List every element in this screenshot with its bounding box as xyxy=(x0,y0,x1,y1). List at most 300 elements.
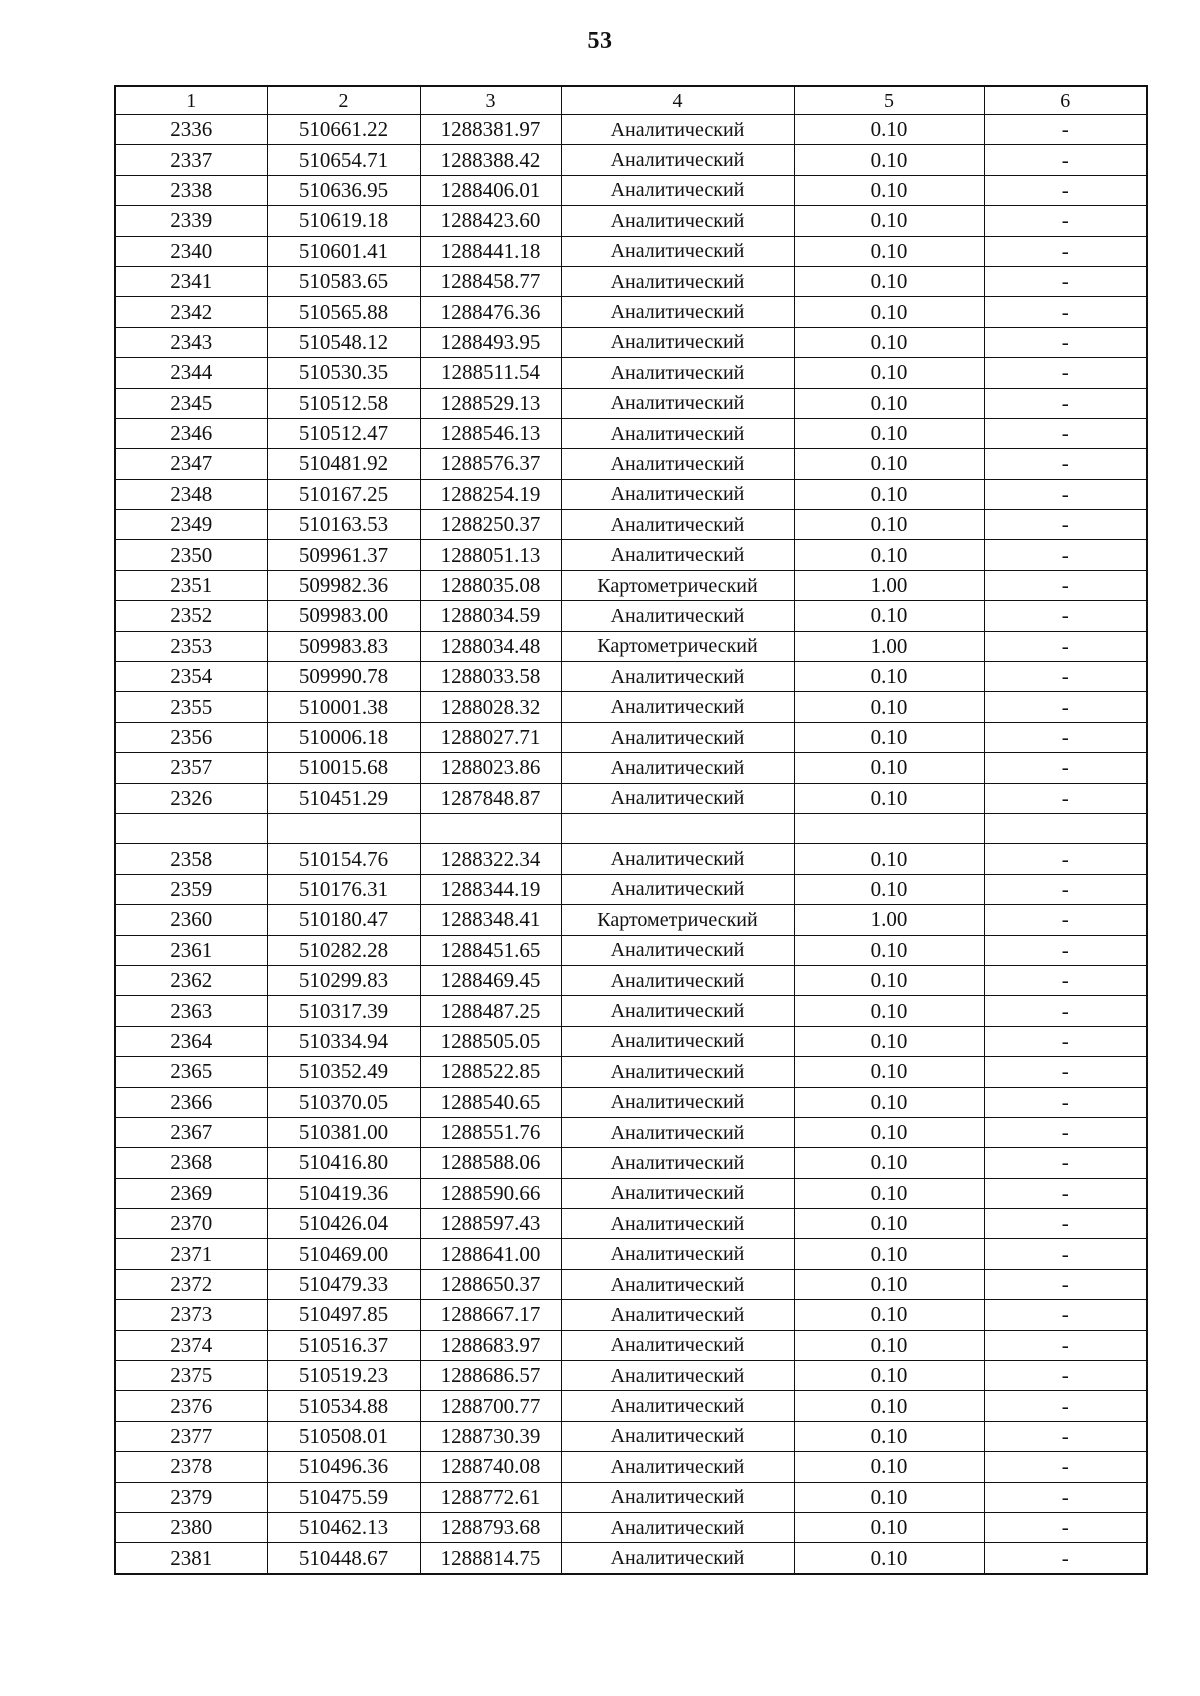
y-coordinate-cell xyxy=(420,813,561,843)
y-coordinate-cell: 1288348.41 xyxy=(420,905,561,935)
accuracy-cell: 0.10 xyxy=(794,449,984,479)
x-coordinate-cell: 510451.29 xyxy=(267,783,420,813)
y-coordinate-cell: 1288451.65 xyxy=(420,935,561,965)
method-cell: Аналитический xyxy=(561,1330,794,1360)
accuracy-cell: 0.10 xyxy=(794,1209,984,1239)
method-cell: Аналитический xyxy=(561,297,794,327)
method-cell: Аналитический xyxy=(561,1482,794,1512)
method-cell: Картометрический xyxy=(561,905,794,935)
accuracy-cell: 0.10 xyxy=(794,1543,984,1574)
accuracy-cell: 0.10 xyxy=(794,297,984,327)
method-cell: Аналитический xyxy=(561,996,794,1026)
description-cell: - xyxy=(984,1421,1147,1451)
page-number: 53 xyxy=(587,28,613,54)
table-row xyxy=(115,297,1147,327)
x-coordinate-cell: 510015.68 xyxy=(267,753,420,783)
x-coordinate-cell: 510001.38 xyxy=(267,692,420,722)
table-row xyxy=(115,1148,1147,1178)
y-coordinate-cell: 1288793.68 xyxy=(420,1512,561,1542)
description-cell: - xyxy=(984,1330,1147,1360)
point-number-cell: 2355 xyxy=(115,692,267,722)
accuracy-cell: 0.10 xyxy=(794,1057,984,1087)
x-coordinate-cell: 510299.83 xyxy=(267,965,420,995)
accuracy-cell: 0.10 xyxy=(794,662,984,692)
x-coordinate-cell: 510282.28 xyxy=(267,935,420,965)
method-cell: Аналитический xyxy=(561,1026,794,1056)
column-header: 1 xyxy=(115,86,267,115)
y-coordinate-cell: 1288028.32 xyxy=(420,692,561,722)
x-coordinate-cell: 510352.49 xyxy=(267,1057,420,1087)
y-coordinate-cell: 1288588.06 xyxy=(420,1148,561,1178)
point-number-cell: 2372 xyxy=(115,1269,267,1299)
description-cell: - xyxy=(984,1117,1147,1147)
method-cell: Аналитический xyxy=(561,327,794,357)
method-cell: Аналитический xyxy=(561,388,794,418)
table-body xyxy=(115,86,1147,1574)
method-cell: Аналитический xyxy=(561,692,794,722)
description-cell: - xyxy=(984,844,1147,874)
column-header: 5 xyxy=(794,86,984,115)
x-coordinate-cell: 510180.47 xyxy=(267,905,420,935)
method-cell: Аналитический xyxy=(561,1239,794,1269)
point-number-cell: 2373 xyxy=(115,1300,267,1330)
description-cell: - xyxy=(984,1512,1147,1542)
x-coordinate-cell: 510448.67 xyxy=(267,1543,420,1574)
point-number-cell: 2339 xyxy=(115,206,267,236)
table-row xyxy=(115,874,1147,904)
point-number-cell: 2358 xyxy=(115,844,267,874)
column-header: 2 xyxy=(267,86,420,115)
method-cell: Картометрический xyxy=(561,631,794,661)
description-cell: - xyxy=(984,662,1147,692)
accuracy-cell: 0.10 xyxy=(794,266,984,296)
description-cell: - xyxy=(984,1209,1147,1239)
point-number-cell: 2338 xyxy=(115,175,267,205)
x-coordinate-cell: 510512.58 xyxy=(267,388,420,418)
x-coordinate-cell: 510479.33 xyxy=(267,1269,420,1299)
table-row xyxy=(115,1330,1147,1360)
y-coordinate-cell: 1288033.58 xyxy=(420,662,561,692)
accuracy-cell: 0.10 xyxy=(794,236,984,266)
accuracy-cell: 0.10 xyxy=(794,996,984,1026)
x-coordinate-cell: 510176.31 xyxy=(267,874,420,904)
accuracy-cell xyxy=(794,813,984,843)
accuracy-cell: 0.10 xyxy=(794,753,984,783)
x-coordinate-cell: 510534.88 xyxy=(267,1391,420,1421)
table-row xyxy=(115,327,1147,357)
x-coordinate-cell xyxy=(267,813,420,843)
accuracy-cell: 0.10 xyxy=(794,1330,984,1360)
table-row xyxy=(115,510,1147,540)
y-coordinate-cell: 1288388.42 xyxy=(420,145,561,175)
table-row xyxy=(115,206,1147,236)
accuracy-cell: 0.10 xyxy=(794,115,984,145)
table-row xyxy=(115,662,1147,692)
x-coordinate-cell: 510601.41 xyxy=(267,236,420,266)
table-row xyxy=(115,1087,1147,1117)
table-row xyxy=(115,1452,1147,1482)
description-cell: - xyxy=(984,1087,1147,1117)
y-coordinate-cell: 1288650.37 xyxy=(420,1269,561,1299)
x-coordinate-cell: 510426.04 xyxy=(267,1209,420,1239)
table-row xyxy=(115,449,1147,479)
accuracy-cell: 0.10 xyxy=(794,1117,984,1147)
y-coordinate-cell: 1288406.01 xyxy=(420,175,561,205)
description-cell: - xyxy=(984,1026,1147,1056)
y-coordinate-cell: 1288487.25 xyxy=(420,996,561,1026)
description-cell: - xyxy=(984,297,1147,327)
description-cell: - xyxy=(984,996,1147,1026)
y-coordinate-cell: 1288493.95 xyxy=(420,327,561,357)
description-cell: - xyxy=(984,418,1147,448)
y-coordinate-cell: 1288344.19 xyxy=(420,874,561,904)
x-coordinate-cell: 510496.36 xyxy=(267,1452,420,1482)
table-row xyxy=(115,1300,1147,1330)
table-row xyxy=(115,601,1147,631)
y-coordinate-cell: 1288686.57 xyxy=(420,1361,561,1391)
accuracy-cell: 1.00 xyxy=(794,570,984,600)
y-coordinate-cell: 1288034.48 xyxy=(420,631,561,661)
accuracy-cell: 0.10 xyxy=(794,692,984,722)
description-cell: - xyxy=(984,905,1147,935)
point-number-cell: 2356 xyxy=(115,722,267,752)
y-coordinate-cell: 1288683.97 xyxy=(420,1330,561,1360)
y-coordinate-cell: 1288034.59 xyxy=(420,601,561,631)
method-cell: Аналитический xyxy=(561,449,794,479)
method-cell: Аналитический xyxy=(561,266,794,296)
point-number-cell: 2370 xyxy=(115,1209,267,1239)
x-coordinate-cell: 510462.13 xyxy=(267,1512,420,1542)
column-header: 3 xyxy=(420,86,561,115)
y-coordinate-cell: 1288772.61 xyxy=(420,1482,561,1512)
description-cell: - xyxy=(984,1543,1147,1574)
point-number-cell: 2371 xyxy=(115,1239,267,1269)
method-cell: Аналитический xyxy=(561,965,794,995)
method-cell: Аналитический xyxy=(561,479,794,509)
y-coordinate-cell: 1288254.19 xyxy=(420,479,561,509)
accuracy-cell: 0.10 xyxy=(794,388,984,418)
description-cell: - xyxy=(984,692,1147,722)
table-row xyxy=(115,358,1147,388)
table-row xyxy=(115,115,1147,145)
y-coordinate-cell: 1288511.54 xyxy=(420,358,561,388)
y-coordinate-cell: 1288576.37 xyxy=(420,449,561,479)
point-number-cell: 2349 xyxy=(115,510,267,540)
method-cell: Аналитический xyxy=(561,662,794,692)
description-cell: - xyxy=(984,570,1147,600)
method-cell: Аналитический xyxy=(561,1087,794,1117)
method-cell: Аналитический xyxy=(561,1117,794,1147)
table-row xyxy=(115,783,1147,813)
x-coordinate-cell: 509983.83 xyxy=(267,631,420,661)
method-cell: Аналитический xyxy=(561,1421,794,1451)
description-cell: - xyxy=(984,965,1147,995)
point-number-cell: 2362 xyxy=(115,965,267,995)
accuracy-cell: 0.10 xyxy=(794,601,984,631)
point-number-cell xyxy=(115,813,267,843)
accuracy-cell: 0.10 xyxy=(794,1087,984,1117)
point-number-cell: 2344 xyxy=(115,358,267,388)
method-cell: Аналитический xyxy=(561,358,794,388)
table-row xyxy=(115,479,1147,509)
accuracy-cell: 0.10 xyxy=(794,1391,984,1421)
x-coordinate-cell: 510006.18 xyxy=(267,722,420,752)
point-number-cell: 2366 xyxy=(115,1087,267,1117)
accuracy-cell: 0.10 xyxy=(794,206,984,236)
table-row xyxy=(115,418,1147,448)
column-header: 6 xyxy=(984,86,1147,115)
description-cell: - xyxy=(984,1300,1147,1330)
table-row xyxy=(115,1543,1147,1574)
description-cell: - xyxy=(984,388,1147,418)
accuracy-cell: 0.10 xyxy=(794,965,984,995)
description-cell: - xyxy=(984,1361,1147,1391)
point-number-cell: 2336 xyxy=(115,115,267,145)
description-cell: - xyxy=(984,1148,1147,1178)
point-number-cell: 2380 xyxy=(115,1512,267,1542)
x-coordinate-cell: 510416.80 xyxy=(267,1148,420,1178)
method-cell: Аналитический xyxy=(561,1148,794,1178)
table-row xyxy=(115,1026,1147,1056)
description-cell: - xyxy=(984,206,1147,236)
point-number-cell: 2377 xyxy=(115,1421,267,1451)
point-number-cell: 2348 xyxy=(115,479,267,509)
method-cell: Аналитический xyxy=(561,115,794,145)
y-coordinate-cell: 1288740.08 xyxy=(420,1452,561,1482)
x-coordinate-cell: 509982.36 xyxy=(267,570,420,600)
table-row xyxy=(115,1209,1147,1239)
method-cell: Аналитический xyxy=(561,145,794,175)
y-coordinate-cell: 1288814.75 xyxy=(420,1543,561,1574)
point-number-cell: 2376 xyxy=(115,1391,267,1421)
point-number-cell: 2343 xyxy=(115,327,267,357)
point-number-cell: 2375 xyxy=(115,1361,267,1391)
point-number-cell: 2354 xyxy=(115,662,267,692)
y-coordinate-cell: 1288322.34 xyxy=(420,844,561,874)
description-cell: - xyxy=(984,175,1147,205)
accuracy-cell: 0.10 xyxy=(794,1361,984,1391)
description-cell: - xyxy=(984,783,1147,813)
y-coordinate-cell: 1288027.71 xyxy=(420,722,561,752)
method-cell: Аналитический xyxy=(561,1178,794,1208)
accuracy-cell: 0.10 xyxy=(794,510,984,540)
description-cell: - xyxy=(984,145,1147,175)
table-row xyxy=(115,1239,1147,1269)
x-coordinate-cell: 510381.00 xyxy=(267,1117,420,1147)
method-cell: Аналитический xyxy=(561,1057,794,1087)
accuracy-cell: 0.10 xyxy=(794,722,984,752)
method-cell: Аналитический xyxy=(561,236,794,266)
description-cell: - xyxy=(984,601,1147,631)
x-coordinate-cell: 510370.05 xyxy=(267,1087,420,1117)
x-coordinate-cell: 510167.25 xyxy=(267,479,420,509)
description-cell: - xyxy=(984,540,1147,570)
accuracy-cell: 0.10 xyxy=(794,1300,984,1330)
table-row xyxy=(115,1057,1147,1087)
x-coordinate-cell: 510654.71 xyxy=(267,145,420,175)
y-coordinate-cell: 1288051.13 xyxy=(420,540,561,570)
point-number-cell: 2345 xyxy=(115,388,267,418)
accuracy-cell: 0.10 xyxy=(794,844,984,874)
accuracy-cell: 0.10 xyxy=(794,935,984,965)
accuracy-cell: 0.10 xyxy=(794,783,984,813)
method-cell: Аналитический xyxy=(561,874,794,904)
method-cell: Аналитический xyxy=(561,783,794,813)
table-row xyxy=(115,1178,1147,1208)
description-cell: - xyxy=(984,327,1147,357)
table-row xyxy=(115,965,1147,995)
y-coordinate-cell: 1288700.77 xyxy=(420,1391,561,1421)
x-coordinate-cell: 509983.00 xyxy=(267,601,420,631)
table-row xyxy=(115,905,1147,935)
description-cell: - xyxy=(984,631,1147,661)
description-cell: - xyxy=(984,449,1147,479)
x-coordinate-cell: 510508.01 xyxy=(267,1421,420,1451)
point-number-cell: 2368 xyxy=(115,1148,267,1178)
method-cell: Аналитический xyxy=(561,601,794,631)
accuracy-cell: 0.10 xyxy=(794,1512,984,1542)
method-cell: Аналитический xyxy=(561,722,794,752)
y-coordinate-cell: 1288469.45 xyxy=(420,965,561,995)
description-cell: - xyxy=(984,479,1147,509)
table-row xyxy=(115,1117,1147,1147)
accuracy-cell: 0.10 xyxy=(794,540,984,570)
x-coordinate-cell: 510481.92 xyxy=(267,449,420,479)
point-number-cell: 2379 xyxy=(115,1482,267,1512)
x-coordinate-cell: 510163.53 xyxy=(267,510,420,540)
x-coordinate-cell: 510317.39 xyxy=(267,996,420,1026)
x-coordinate-cell: 510475.59 xyxy=(267,1482,420,1512)
y-coordinate-cell: 1288035.08 xyxy=(420,570,561,600)
y-coordinate-cell: 1288730.39 xyxy=(420,1421,561,1451)
accuracy-cell: 1.00 xyxy=(794,905,984,935)
method-cell: Аналитический xyxy=(561,1209,794,1239)
table-row xyxy=(115,1269,1147,1299)
description-cell: - xyxy=(984,753,1147,783)
method-cell: Аналитический xyxy=(561,1300,794,1330)
method-cell: Аналитический xyxy=(561,1543,794,1574)
description-cell: - xyxy=(984,874,1147,904)
point-number-cell: 2374 xyxy=(115,1330,267,1360)
table-row xyxy=(115,236,1147,266)
point-number-cell: 2340 xyxy=(115,236,267,266)
description-cell: - xyxy=(984,1269,1147,1299)
description-cell: - xyxy=(984,935,1147,965)
x-coordinate-cell: 510154.76 xyxy=(267,844,420,874)
accuracy-cell: 0.10 xyxy=(794,327,984,357)
point-number-cell: 2353 xyxy=(115,631,267,661)
accuracy-cell: 0.10 xyxy=(794,1026,984,1056)
table-row xyxy=(115,722,1147,752)
table-row xyxy=(115,631,1147,661)
x-coordinate-cell: 509990.78 xyxy=(267,662,420,692)
point-number-cell: 2363 xyxy=(115,996,267,1026)
accuracy-cell: 0.10 xyxy=(794,1452,984,1482)
y-coordinate-cell: 1288597.43 xyxy=(420,1209,561,1239)
table-row xyxy=(115,266,1147,296)
table-row xyxy=(115,813,1147,843)
y-coordinate-cell: 1288441.18 xyxy=(420,236,561,266)
x-coordinate-cell: 510469.00 xyxy=(267,1239,420,1269)
description-cell: - xyxy=(984,1391,1147,1421)
x-coordinate-cell: 510619.18 xyxy=(267,206,420,236)
accuracy-cell: 0.10 xyxy=(794,175,984,205)
point-number-cell: 2351 xyxy=(115,570,267,600)
accuracy-cell: 0.10 xyxy=(794,358,984,388)
method-cell: Аналитический xyxy=(561,1452,794,1482)
x-coordinate-cell: 510497.85 xyxy=(267,1300,420,1330)
coordinates-table xyxy=(114,85,1148,1575)
accuracy-cell: 1.00 xyxy=(794,631,984,661)
description-cell: - xyxy=(984,236,1147,266)
x-coordinate-cell: 510661.22 xyxy=(267,115,420,145)
method-cell: Картометрический xyxy=(561,570,794,600)
point-number-cell: 2357 xyxy=(115,753,267,783)
description-cell: - xyxy=(984,1178,1147,1208)
table-row xyxy=(115,1421,1147,1451)
y-coordinate-cell: 1288540.65 xyxy=(420,1087,561,1117)
point-number-cell: 2381 xyxy=(115,1543,267,1574)
table-row xyxy=(115,540,1147,570)
description-cell: - xyxy=(984,1057,1147,1087)
x-coordinate-cell: 510565.88 xyxy=(267,297,420,327)
x-coordinate-cell: 510512.47 xyxy=(267,418,420,448)
method-cell: Аналитический xyxy=(561,175,794,205)
y-coordinate-cell: 1288667.17 xyxy=(420,1300,561,1330)
description-cell xyxy=(984,813,1147,843)
description-cell: - xyxy=(984,510,1147,540)
x-coordinate-cell: 510636.95 xyxy=(267,175,420,205)
table-row xyxy=(115,996,1147,1026)
description-cell: - xyxy=(984,1452,1147,1482)
table-row xyxy=(115,1391,1147,1421)
point-number-cell: 2365 xyxy=(115,1057,267,1087)
x-coordinate-cell: 510548.12 xyxy=(267,327,420,357)
point-number-cell: 2350 xyxy=(115,540,267,570)
point-number-cell: 2364 xyxy=(115,1026,267,1056)
x-coordinate-cell: 510519.23 xyxy=(267,1361,420,1391)
table-row xyxy=(115,175,1147,205)
accuracy-cell: 0.10 xyxy=(794,479,984,509)
description-cell: - xyxy=(984,358,1147,388)
point-number-cell: 2352 xyxy=(115,601,267,631)
method-cell: Аналитический xyxy=(561,418,794,448)
description-cell: - xyxy=(984,1482,1147,1512)
y-coordinate-cell: 1288423.60 xyxy=(420,206,561,236)
table-row xyxy=(115,1512,1147,1542)
accuracy-cell: 0.10 xyxy=(794,418,984,448)
point-number-cell: 2337 xyxy=(115,145,267,175)
point-number-cell: 2378 xyxy=(115,1452,267,1482)
point-number-cell: 2347 xyxy=(115,449,267,479)
method-cell: Аналитический xyxy=(561,206,794,236)
table-row xyxy=(115,388,1147,418)
method-cell: Аналитический xyxy=(561,1361,794,1391)
accuracy-cell: 0.10 xyxy=(794,1421,984,1451)
point-number-cell: 2359 xyxy=(115,874,267,904)
accuracy-cell: 0.10 xyxy=(794,1148,984,1178)
y-coordinate-cell: 1288381.97 xyxy=(420,115,561,145)
method-cell: Аналитический xyxy=(561,1391,794,1421)
method-cell: Аналитический xyxy=(561,540,794,570)
table-row xyxy=(115,145,1147,175)
point-number-cell: 2326 xyxy=(115,783,267,813)
point-number-cell: 2360 xyxy=(115,905,267,935)
y-coordinate-cell: 1288522.85 xyxy=(420,1057,561,1087)
y-coordinate-cell: 1287848.87 xyxy=(420,783,561,813)
table-row xyxy=(115,753,1147,783)
accuracy-cell: 0.10 xyxy=(794,1269,984,1299)
